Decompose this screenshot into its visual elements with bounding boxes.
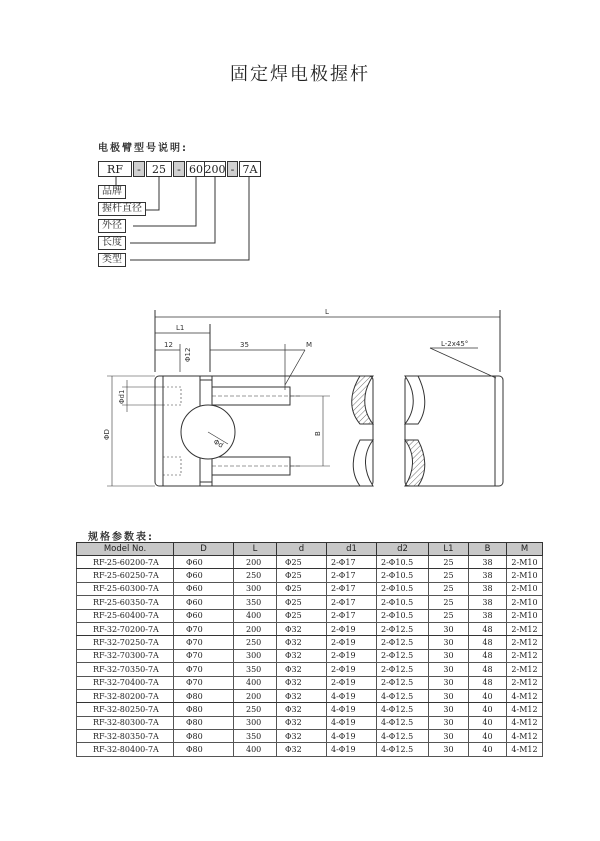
spec-table-header-row — [77, 543, 543, 556]
table-cell: Φ32 — [277, 636, 327, 649]
table-cell: 38 — [469, 582, 507, 595]
table-cell: RF-32-70350-7A — [77, 663, 174, 676]
table-cell: 2-Φ19 — [327, 622, 377, 635]
table-cell: Φ70 — [174, 663, 234, 676]
table-cell: 2-Φ10.5 — [377, 556, 429, 569]
table-cell: 25 — [429, 556, 469, 569]
table-cell: 40 — [469, 689, 507, 702]
table-cell: 4-Φ19 — [327, 689, 377, 702]
table-cell: Φ32 — [277, 663, 327, 676]
code-box-dash: - — [227, 161, 238, 177]
legend-brand: 品牌 — [98, 185, 126, 199]
table-cell: 2-Φ17 — [327, 609, 377, 622]
table-cell: 2-M12 — [507, 636, 543, 649]
table-cell: 4-M12 — [507, 689, 543, 702]
legend-holder-diameter: 握杆直径 — [98, 202, 146, 216]
table-cell: 400 — [234, 743, 277, 756]
table-cell: RF-25-60200-7A — [77, 556, 174, 569]
table-cell: Φ32 — [277, 689, 327, 702]
table-cell: 30 — [429, 716, 469, 729]
table-cell: Φ70 — [174, 622, 234, 635]
table-cell: 2-Φ12.5 — [377, 663, 429, 676]
table-cell: 48 — [469, 649, 507, 662]
table-cell: RF-32-80250-7A — [77, 703, 174, 716]
table-cell: 2-Φ19 — [327, 649, 377, 662]
dim-label-B: B — [314, 431, 322, 436]
table-cell: 40 — [469, 730, 507, 743]
table-cell: Φ25 — [277, 609, 327, 622]
spec-table-heading: 规格参数表: — [88, 532, 154, 543]
table-cell: 2-Φ17 — [327, 582, 377, 595]
table-row — [77, 556, 543, 569]
table-row — [77, 730, 543, 743]
table-cell: Φ25 — [277, 569, 327, 582]
table-row — [77, 743, 543, 756]
table-cell: 4-M12 — [507, 743, 543, 756]
dim-label-12: 12 — [164, 341, 173, 349]
table-cell: Φ25 — [277, 596, 327, 609]
table-cell: 30 — [429, 636, 469, 649]
legend-type: 类型 — [98, 253, 126, 267]
table-cell: 4-Φ19 — [327, 716, 377, 729]
table-cell: 2-Φ12.5 — [377, 622, 429, 635]
table-cell: 2-M10 — [507, 609, 543, 622]
table-cell: 2-Φ12.5 — [377, 649, 429, 662]
table-cell: RF-32-70400-7A — [77, 676, 174, 689]
table-row — [77, 663, 543, 676]
table-cell: 2-Φ10.5 — [377, 582, 429, 595]
table-cell: 300 — [234, 649, 277, 662]
table-cell: 30 — [429, 703, 469, 716]
table-cell: RF-32-70300-7A — [77, 649, 174, 662]
code-box-length: 200 — [204, 162, 226, 176]
table-cell: 350 — [234, 663, 277, 676]
table-cell: Φ70 — [174, 649, 234, 662]
table-row — [77, 636, 543, 649]
table-cell: 48 — [469, 676, 507, 689]
table-row — [77, 649, 543, 662]
code-box-dash: - — [173, 161, 185, 177]
table-cell: Φ25 — [277, 556, 327, 569]
dim-label-phi12: Φ12 — [184, 347, 192, 362]
table-cell: 2-Φ17 — [327, 556, 377, 569]
table-cell: 38 — [469, 556, 507, 569]
table-cell: Φ60 — [174, 609, 234, 622]
table-cell: Φ32 — [277, 649, 327, 662]
table-cell: Φ60 — [174, 596, 234, 609]
column-header-model: Model No. — [77, 543, 174, 556]
table-cell: Φ70 — [174, 676, 234, 689]
table-cell: 2-M12 — [507, 676, 543, 689]
table-cell: Φ80 — [174, 689, 234, 702]
table-cell: 4-Φ12.5 — [377, 743, 429, 756]
table-cell: 30 — [429, 730, 469, 743]
dim-label-L1: L1 — [176, 324, 185, 332]
dim-label-L: L — [325, 308, 329, 316]
table-cell: 4-M12 — [507, 730, 543, 743]
table-cell: 4-Φ19 — [327, 743, 377, 756]
table-cell: 38 — [469, 596, 507, 609]
table-cell: Φ80 — [174, 716, 234, 729]
table-cell: 25 — [429, 596, 469, 609]
column-header-D: D — [174, 543, 234, 556]
table-cell: Φ80 — [174, 730, 234, 743]
table-cell: 2-Φ12.5 — [377, 676, 429, 689]
table-cell: 30 — [429, 676, 469, 689]
table-cell: 4-Φ12.5 — [377, 689, 429, 702]
table-cell: 30 — [429, 743, 469, 756]
table-cell: 25 — [429, 582, 469, 595]
table-cell: 4-Φ12.5 — [377, 716, 429, 729]
code-box-dash: - — [133, 161, 145, 177]
spec-table — [76, 542, 543, 757]
table-cell: RF-25-60300-7A — [77, 582, 174, 595]
model-code-heading: 电极臂型号说明: — [98, 143, 188, 154]
table-cell: RF-25-60350-7A — [77, 596, 174, 609]
table-row — [77, 689, 543, 702]
table-cell: Φ70 — [174, 636, 234, 649]
column-header-B: B — [469, 543, 507, 556]
table-cell: 2-Φ19 — [327, 636, 377, 649]
table-cell: Φ32 — [277, 676, 327, 689]
table-cell: 250 — [234, 636, 277, 649]
dim-label-M: M — [306, 341, 313, 349]
table-cell: RF-32-80200-7A — [77, 689, 174, 702]
table-cell: Φ80 — [174, 703, 234, 716]
table-row — [77, 582, 543, 595]
table-cell: RF-25-60400-7A — [77, 609, 174, 622]
legend-outer-diameter: 外径 — [98, 219, 126, 233]
dim-label-35: 35 — [240, 341, 249, 349]
code-box-type: 7A — [239, 161, 261, 177]
table-cell: Φ32 — [277, 743, 327, 756]
table-row — [77, 716, 543, 729]
table-cell: 200 — [234, 689, 277, 702]
table-cell: 2-Φ17 — [327, 596, 377, 609]
table-cell: 350 — [234, 596, 277, 609]
column-header-L1: L1 — [429, 543, 469, 556]
table-cell: 2-M10 — [507, 569, 543, 582]
column-header-L: L — [234, 543, 277, 556]
table-cell: Φ25 — [277, 582, 327, 595]
table-cell: 4-Φ12.5 — [377, 703, 429, 716]
table-cell: 2-M12 — [507, 663, 543, 676]
code-box-brand: RF — [98, 161, 132, 177]
table-cell: 4-Φ12.5 — [377, 730, 429, 743]
dim-label-phi-d: Φd — [212, 437, 225, 450]
table-cell: 2-Φ10.5 — [377, 609, 429, 622]
table-cell: 30 — [429, 689, 469, 702]
table-cell: 30 — [429, 663, 469, 676]
table-cell: Φ32 — [277, 730, 327, 743]
column-header-d2: d2 — [377, 543, 429, 556]
table-cell: Φ60 — [174, 569, 234, 582]
table-cell: RF-32-70250-7A — [77, 636, 174, 649]
table-cell: 200 — [234, 556, 277, 569]
table-cell: RF-25-60250-7A — [77, 569, 174, 582]
table-cell: Φ60 — [174, 556, 234, 569]
table-cell: 400 — [234, 676, 277, 689]
table-cell: 2-Φ19 — [327, 663, 377, 676]
table-cell: 300 — [234, 716, 277, 729]
table-cell: 48 — [469, 622, 507, 635]
table-cell: 25 — [429, 609, 469, 622]
table-cell: RF-32-80350-7A — [77, 730, 174, 743]
table-cell: RF-32-80300-7A — [77, 716, 174, 729]
table-row — [77, 569, 543, 582]
dim-label-phi-d1: Φd1 — [118, 389, 126, 404]
table-row — [77, 622, 543, 635]
code-box-outer-diameter: 60 — [186, 161, 206, 177]
page-title: 固定焊电极握杆 — [230, 64, 370, 85]
dim-label-chamfer: L-2x45° — [441, 340, 469, 348]
table-cell: 2-M12 — [507, 622, 543, 635]
table-cell: 2-M12 — [507, 649, 543, 662]
table-cell: Φ60 — [174, 582, 234, 595]
table-cell: RF-32-80400-7A — [77, 743, 174, 756]
table-cell: 2-Φ10.5 — [377, 596, 429, 609]
table-cell: 40 — [469, 716, 507, 729]
table-cell: 250 — [234, 703, 277, 716]
table-cell: 350 — [234, 730, 277, 743]
table-cell: 400 — [234, 609, 277, 622]
table-cell: 40 — [469, 703, 507, 716]
column-header-d1: d1 — [327, 543, 377, 556]
code-box-diameter: 25 — [146, 161, 172, 177]
table-row — [77, 676, 543, 689]
table-cell: 2-M10 — [507, 556, 543, 569]
table-cell: 2-M10 — [507, 596, 543, 609]
table-cell: 48 — [469, 663, 507, 676]
table-cell: 300 — [234, 582, 277, 595]
table-cell: 4-M12 — [507, 716, 543, 729]
dim-label-phi-D: ΦD — [103, 429, 111, 440]
table-cell: Φ32 — [277, 703, 327, 716]
table-cell: 30 — [429, 649, 469, 662]
table-cell: 2-Φ12.5 — [377, 636, 429, 649]
table-cell: 4-Φ19 — [327, 703, 377, 716]
table-cell: RF-32-70200-7A — [77, 622, 174, 635]
table-cell: 25 — [429, 569, 469, 582]
table-cell: Φ32 — [277, 716, 327, 729]
table-cell: 48 — [469, 636, 507, 649]
table-cell: Φ32 — [277, 622, 327, 635]
table-cell: 38 — [469, 609, 507, 622]
table-row — [77, 703, 543, 716]
legend-length: 长度 — [98, 236, 126, 250]
column-header-d: d — [277, 543, 327, 556]
table-cell: 4-Φ19 — [327, 730, 377, 743]
table-cell: 2-Φ19 — [327, 676, 377, 689]
table-cell: 38 — [469, 569, 507, 582]
table-cell: Φ80 — [174, 743, 234, 756]
table-cell: 200 — [234, 622, 277, 635]
table-cell: 2-Φ10.5 — [377, 569, 429, 582]
table-cell: 250 — [234, 569, 277, 582]
table-row — [77, 609, 543, 622]
table-cell: 4-M12 — [507, 703, 543, 716]
column-header-M: M — [507, 543, 543, 556]
table-cell: 40 — [469, 743, 507, 756]
table-cell: 30 — [429, 622, 469, 635]
table-row — [77, 596, 543, 609]
table-cell: 2-M10 — [507, 582, 543, 595]
table-cell: 2-Φ17 — [327, 569, 377, 582]
